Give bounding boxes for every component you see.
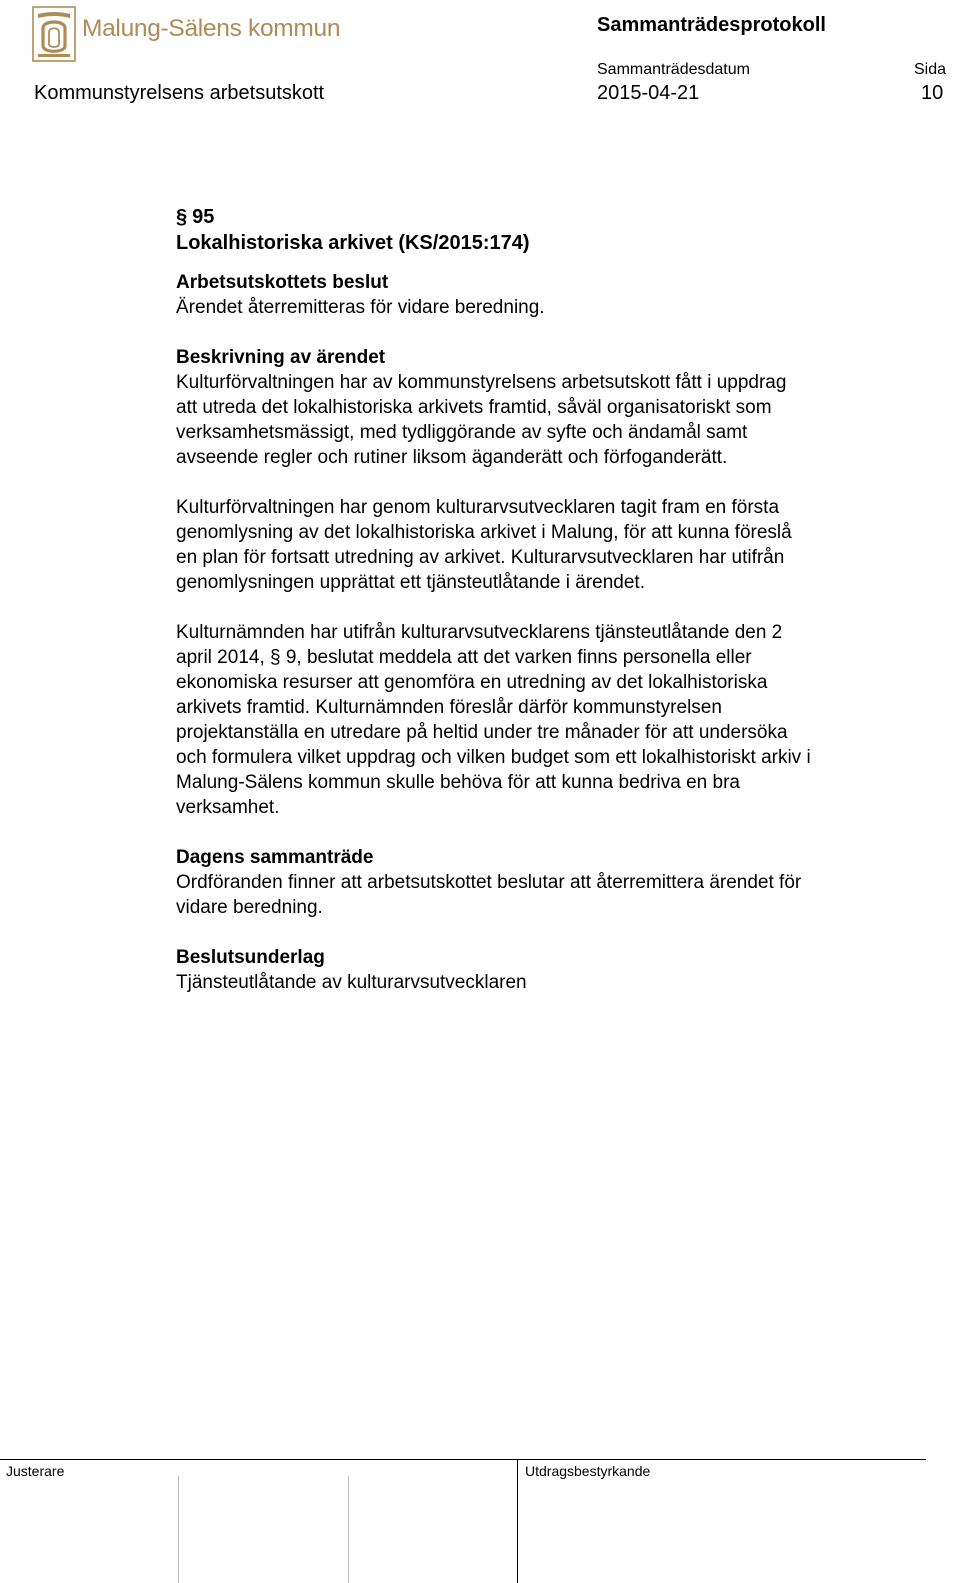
text-line: april 2014, § 9, beslutat meddela att det varken finns personella eller	[176, 647, 752, 668]
page-label: Sida	[914, 61, 947, 78]
text-line: genomlysning av det lokalhistoriska arkivet i Malung, för att kunna föreslå	[176, 522, 792, 543]
meeting-date-label: Sammanträdesdatum	[597, 61, 750, 78]
text-line: arkivets framtid. Kulturnämnden föreslår därför kommunstyrelsen	[176, 697, 722, 718]
text-line: genomlysningen upprättat ett tjänsteutlåtande i ärendet.	[176, 572, 645, 593]
section-number	[176, 204, 916, 230]
page-number: 10	[921, 82, 944, 104]
justerare-label: Justerare	[6, 1463, 65, 1479]
section-number-value: 95	[192, 206, 215, 228]
text-line: verksamhet.	[176, 797, 280, 818]
municipality-logo	[32, 6, 340, 64]
text-line: en plan för fortsatt utredning av arkivet. Kulturarvsutvecklaren har utifrån	[176, 547, 785, 568]
text-line: Kulturförvaltningen har av kommunstyrelsens arbetsutskott fått i uppdrag	[176, 372, 787, 393]
basis-text: Tjänsteutlåtande av kulturarvsutvecklaren	[176, 972, 527, 993]
footer-divider	[0, 1459, 926, 1460]
text-line: och formulera vilket uppdrag och vilken budget som ett lokalhistoriskt arkiv i	[176, 747, 811, 768]
description-paragraph-3	[176, 620, 916, 820]
text-line: Ordföranden finner att arbetsutskottet beslutar att återremittera ärendet för	[176, 872, 802, 893]
protocol-body	[176, 204, 916, 995]
meeting-date: 2015-04-21	[597, 82, 700, 104]
footer-column-divider	[517, 1459, 518, 1583]
signature-box-divider	[178, 1476, 179, 1583]
decision-heading: Arbetsutskottets beslut	[176, 272, 389, 293]
signature-box-divider	[348, 1476, 349, 1583]
todays-meeting-heading: Dagens sammanträde	[176, 847, 374, 868]
utdragsbestyrkande-label: Utdragsbestyrkande	[525, 1463, 651, 1479]
description-heading: Beskrivning av ärendet	[176, 347, 386, 368]
text-line: Kulturförvaltningen har genom kulturarvsutvecklaren tagit fram en första	[176, 497, 780, 518]
committee-name: Kommunstyrelsens arbetsutskott	[34, 82, 325, 104]
section-title: Lokalhistoriska arkivet (KS/2015:174)	[176, 232, 530, 254]
section-symbol: §	[176, 206, 188, 228]
text-line: verksamhetsmässigt, med tydliggörande av syfte och ändamål samt	[176, 422, 748, 443]
text-line: Malung-Sälens kommun skulle behöva för att kunna bedriva en bra	[176, 772, 740, 793]
text-line: avseende regler och rutiner liksom äganderätt och förfoganderätt.	[176, 447, 728, 468]
text-line: ekonomiska resurser att genomföra en utredning av det lokalhistoriska	[176, 672, 768, 693]
municipality-name: Malung-Sälens kommun	[82, 15, 341, 42]
description-paragraph-2	[176, 495, 916, 595]
text-line: projektanställa en utredare på heltid under tre månader för att undersöka	[176, 722, 788, 743]
text-line: vidare beredning.	[176, 897, 323, 918]
decision-text: Ärendet återremitteras för vidare beredning.	[176, 297, 545, 318]
document-type: Sammanträdesprotokoll	[597, 14, 826, 36]
text-line: att utreda det lokalhistoriska arkivets framtid, såväl organisatoriskt som	[176, 397, 772, 418]
description-paragraph-1	[176, 370, 916, 470]
text-line: Kulturnämnden har utifrån kulturarvsutvecklarens tjänsteutlåtande den 2	[176, 622, 783, 643]
todays-meeting-text	[176, 870, 916, 920]
municipal-crest-icon	[32, 6, 76, 62]
basis-heading: Beslutsunderlag	[176, 947, 325, 968]
